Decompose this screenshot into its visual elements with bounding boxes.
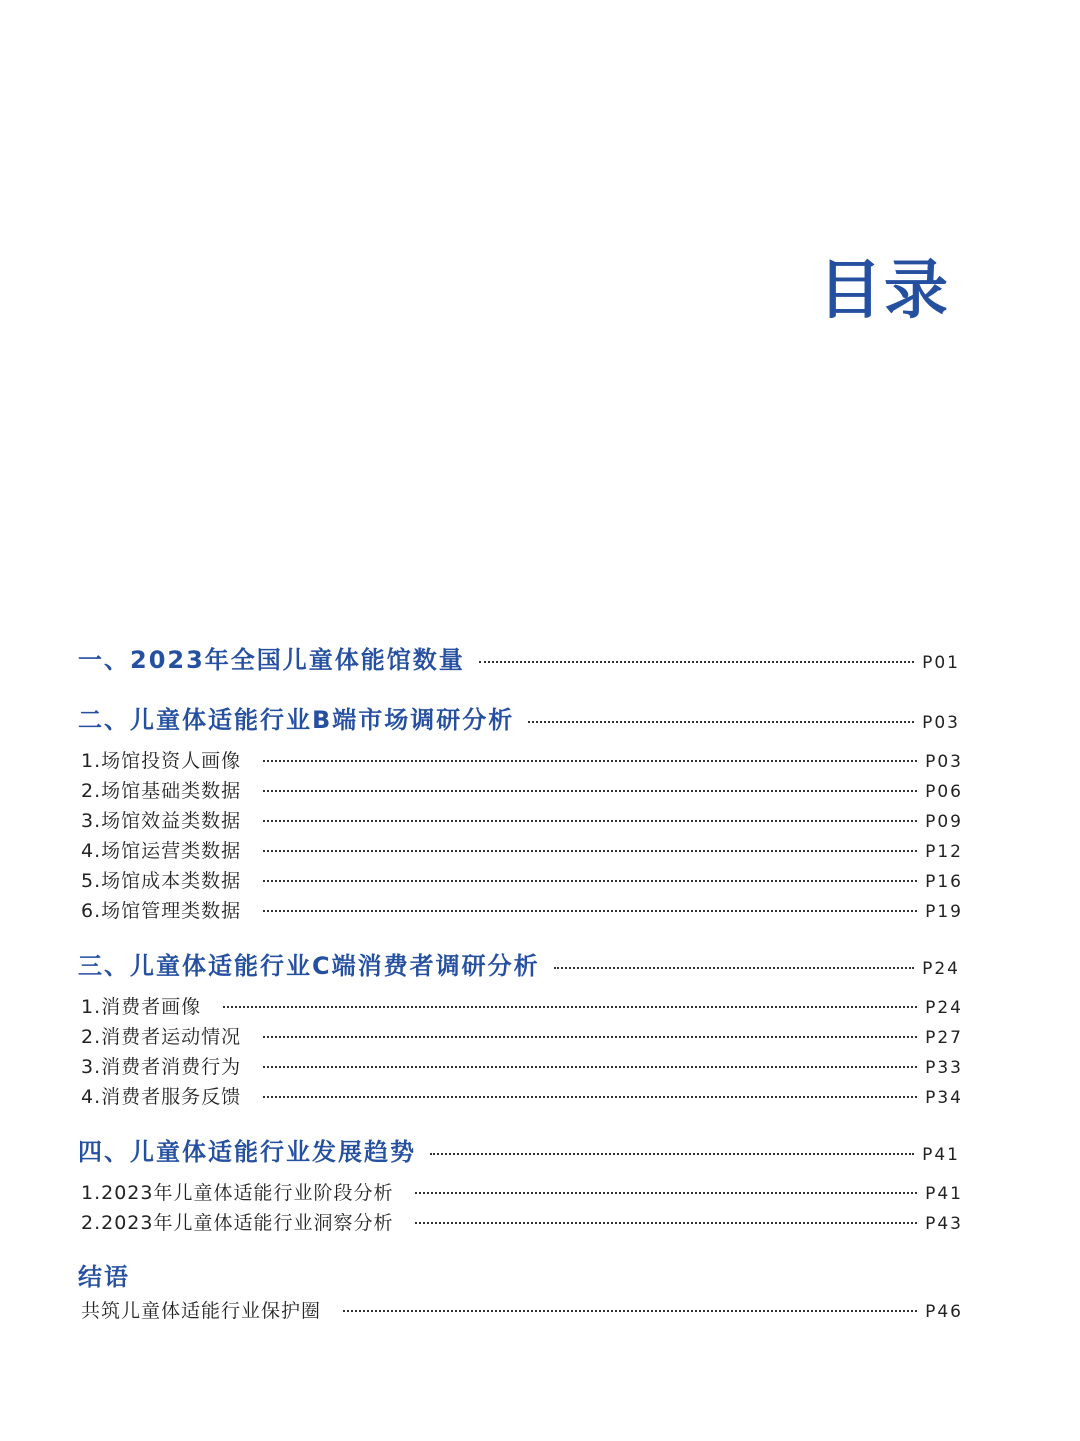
toc-item-label: 2.2023年儿童体适能行业洞察分析 [81, 1212, 394, 1234]
page-title: 目录 [818, 254, 950, 328]
dot-leader [263, 1066, 917, 1068]
toc-page-number: P41 [922, 1145, 960, 1165]
dot-leader [263, 910, 917, 912]
conclusion-heading[interactable]: 结语 [78, 1263, 130, 1291]
toc-page-number: P01 [922, 653, 960, 673]
toc-item[interactable] [78, 1052, 963, 1082]
toc-section-label: 一、2023年全国儿童体能馆数量 [78, 646, 465, 674]
toc-item-label: 3.场馆效益类数据 [81, 810, 242, 832]
dot-leader [263, 850, 917, 852]
toc-page-number: P03 [922, 713, 960, 733]
dot-leader [479, 661, 914, 663]
dot-leader [263, 760, 917, 762]
toc-section-heading[interactable] [78, 700, 960, 740]
dot-leader [430, 1153, 914, 1155]
toc-item[interactable] [78, 1022, 963, 1052]
toc-page-number: P03 [925, 752, 963, 772]
dot-leader [263, 1096, 917, 1098]
toc-item-label: 共筑儿童体适能行业保护圈 [81, 1300, 322, 1322]
table-of-contents [78, 640, 963, 1346]
toc-item[interactable] [78, 1208, 963, 1238]
toc-item-label: 2.消费者运动情况 [81, 1026, 242, 1048]
dot-leader [415, 1192, 917, 1194]
toc-page-number: P19 [925, 902, 963, 922]
toc-item-label: 4.消费者服务反馈 [81, 1086, 242, 1108]
toc-item-label: 5.场馆成本类数据 [81, 870, 242, 892]
toc-page-number: P16 [925, 872, 963, 892]
toc-section-4 [78, 1132, 963, 1238]
toc-section-3 [78, 946, 963, 1112]
toc-conclusion [78, 1258, 963, 1326]
toc-item[interactable] [78, 866, 963, 896]
toc-page-number: P43 [925, 1214, 963, 1234]
toc-item-label: 4.场馆运营类数据 [81, 840, 242, 862]
toc-item[interactable] [78, 1178, 963, 1208]
dot-leader [263, 1036, 917, 1038]
toc-item[interactable] [78, 746, 963, 776]
toc-page-number: P34 [925, 1088, 963, 1108]
toc-page-number: P06 [925, 782, 963, 802]
toc-item[interactable] [78, 1296, 963, 1326]
toc-item-label: 6.场馆管理类数据 [81, 900, 242, 922]
toc-page-number: P24 [925, 998, 963, 1018]
toc-page-number: P33 [925, 1058, 963, 1078]
toc-section-heading[interactable] [78, 1132, 960, 1172]
dot-leader [554, 967, 914, 969]
toc-section-heading[interactable] [78, 640, 960, 680]
toc-item[interactable] [78, 806, 963, 836]
dot-leader [415, 1222, 917, 1224]
dot-leader [528, 721, 914, 723]
toc-section-1 [78, 640, 960, 680]
toc-item[interactable] [78, 836, 963, 866]
toc-item[interactable] [78, 1082, 963, 1112]
toc-item[interactable] [78, 896, 963, 926]
toc-page-number: P24 [922, 959, 960, 979]
toc-item-label: 3.消费者消费行为 [81, 1056, 242, 1078]
toc-item-label: 1.消费者画像 [81, 996, 202, 1018]
toc-section-2 [78, 700, 963, 926]
toc-item-label: 1.2023年儿童体适能行业阶段分析 [81, 1182, 394, 1204]
toc-section-label: 四、儿童体适能行业发展趋势 [78, 1138, 416, 1166]
dot-leader [263, 880, 917, 882]
toc-item[interactable] [78, 992, 963, 1022]
toc-page-number: P46 [925, 1302, 963, 1322]
toc-section-label: 三、儿童体适能行业C端消费者调研分析 [78, 952, 540, 980]
toc-page-number: P09 [925, 812, 963, 832]
dot-leader [263, 790, 917, 792]
toc-section-label: 二、儿童体适能行业B端市场调研分析 [78, 706, 515, 734]
toc-item-label: 2.场馆基础类数据 [81, 780, 242, 802]
toc-page-number: P27 [925, 1028, 963, 1048]
toc-page-number: P12 [925, 842, 963, 862]
toc-item[interactable] [78, 776, 963, 806]
toc-section-heading[interactable] [78, 946, 960, 986]
dot-leader [343, 1310, 917, 1312]
dot-leader [263, 820, 917, 822]
toc-item-label: 1.场馆投资人画像 [81, 750, 242, 772]
toc-page-number: P41 [925, 1184, 963, 1204]
dot-leader [223, 1006, 917, 1008]
